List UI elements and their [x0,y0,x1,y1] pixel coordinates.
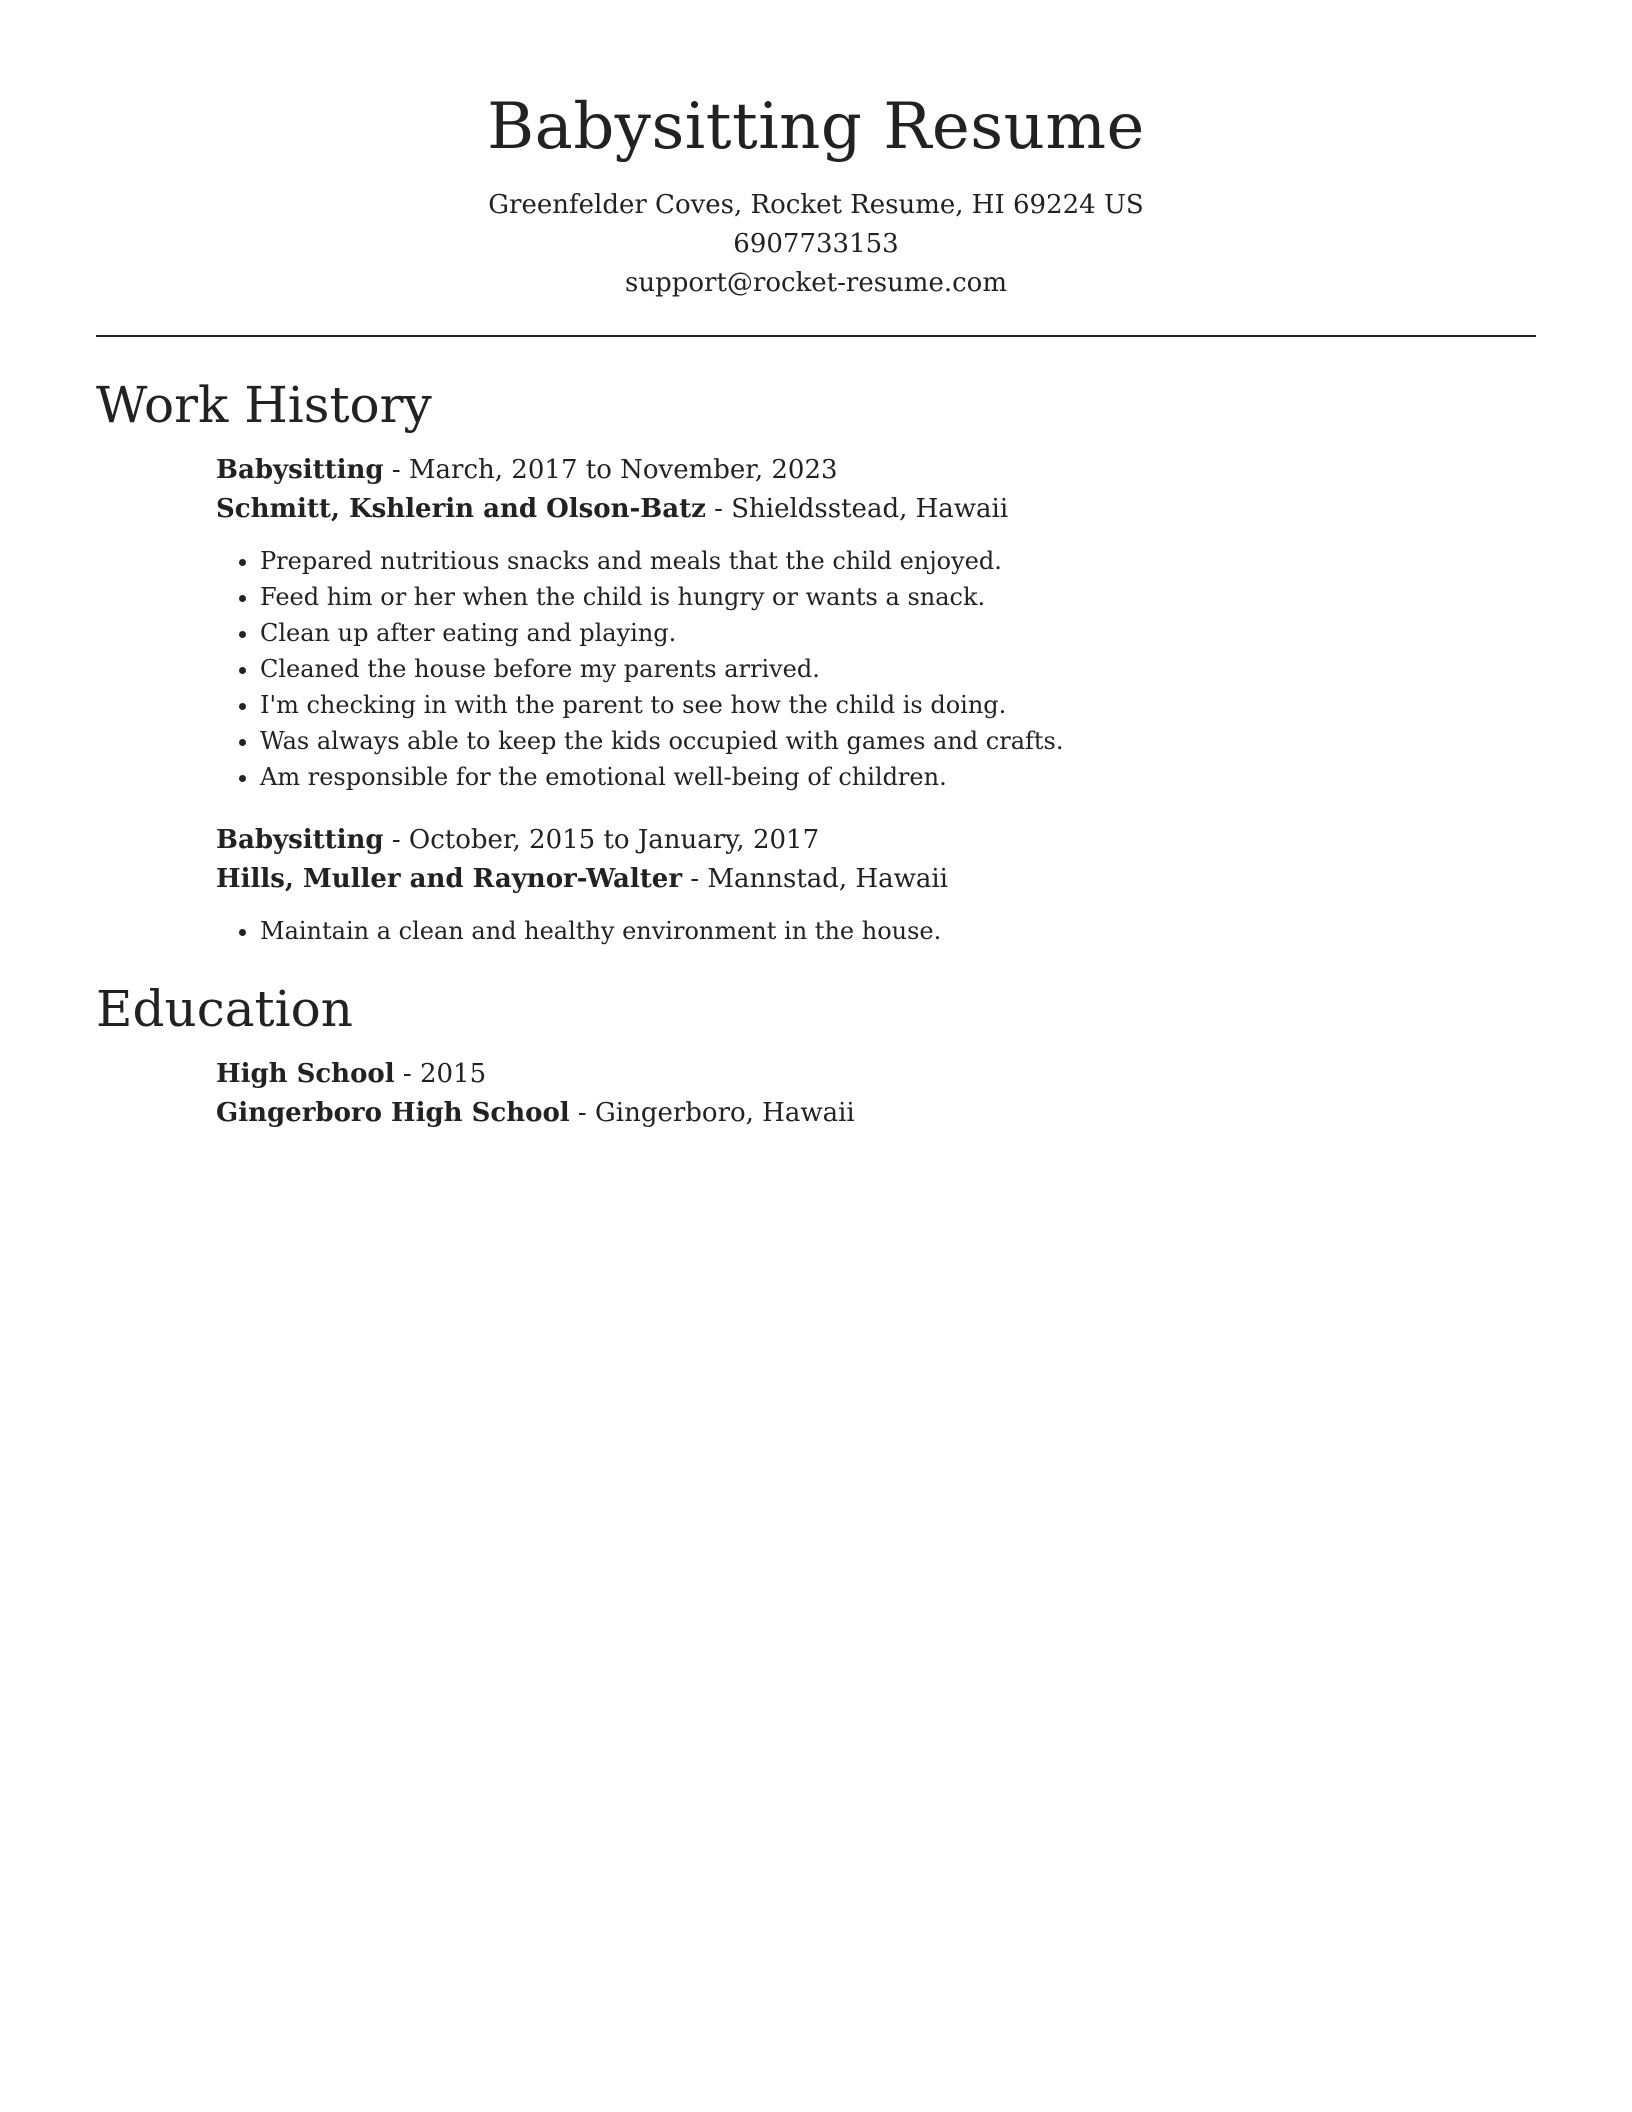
job-role-line [216,821,1536,860]
work-history-heading: Work History [96,376,432,434]
list-item: • Maintain a clean and healthy environment in the house. [260,913,1536,949]
job-role-line [216,451,1536,490]
education-degree: High School [216,1059,395,1089]
contact-phone: 6907733153 [733,229,899,259]
job-role: Babysitting [216,455,384,485]
education-school: Gingerboro High School [216,1098,570,1128]
education-entry [216,1055,1536,1133]
job-dates: - October, 2015 to January, 2017 [383,825,820,855]
list-item: • I'm checking in with the parent to see how the child is doing. [260,687,1536,723]
resume-title: Babysitting Resume [487,90,1145,164]
education-heading: Education [96,980,353,1038]
job-entry [216,821,1536,949]
job-duties-list [216,913,1536,949]
contact-email: support@rocket-resume.com [624,268,1007,298]
header-divider [96,335,1536,337]
list-item: • Was always able to keep the kids occupied with games and crafts. [260,723,1536,759]
resume-header [96,0,1536,303]
job-entry [216,451,1536,795]
job-location: - Mannstad, Hawaii [682,864,949,894]
contact-address: Greenfelder Coves, Rocket Resume, HI 69224 US [488,190,1144,220]
job-dates: - March, 2017 to November, 2023 [383,455,838,485]
job-location: - Shieldsstead, Hawaii [705,494,1009,524]
education-year: - 2015 [394,1059,487,1089]
list-item: • Clean up after eating and playing. [260,615,1536,651]
list-item: • Cleaned the house before my parents arrived. [260,651,1536,687]
education-location: - Gingerboro, Hawaii [569,1098,855,1128]
education-degree-line [216,1055,1536,1094]
contact-block [96,186,1536,303]
job-company-line [216,860,1536,899]
job-duties-list [216,543,1536,795]
job-role: Babysitting [216,825,384,855]
job-company: Hills, Muller and Raynor-Walter [216,864,683,894]
list-item: • Feed him or her when the child is hungry or wants a snack. [260,579,1536,615]
education-school-line [216,1094,1536,1133]
job-company: Schmitt, Kshlerin and Olson-Batz [216,494,706,524]
list-item: • Prepared nutritious snacks and meals that the child enjoyed. [260,543,1536,579]
list-item: • Am responsible for the emotional well-being of children. [260,759,1536,795]
job-company-line [216,490,1536,529]
